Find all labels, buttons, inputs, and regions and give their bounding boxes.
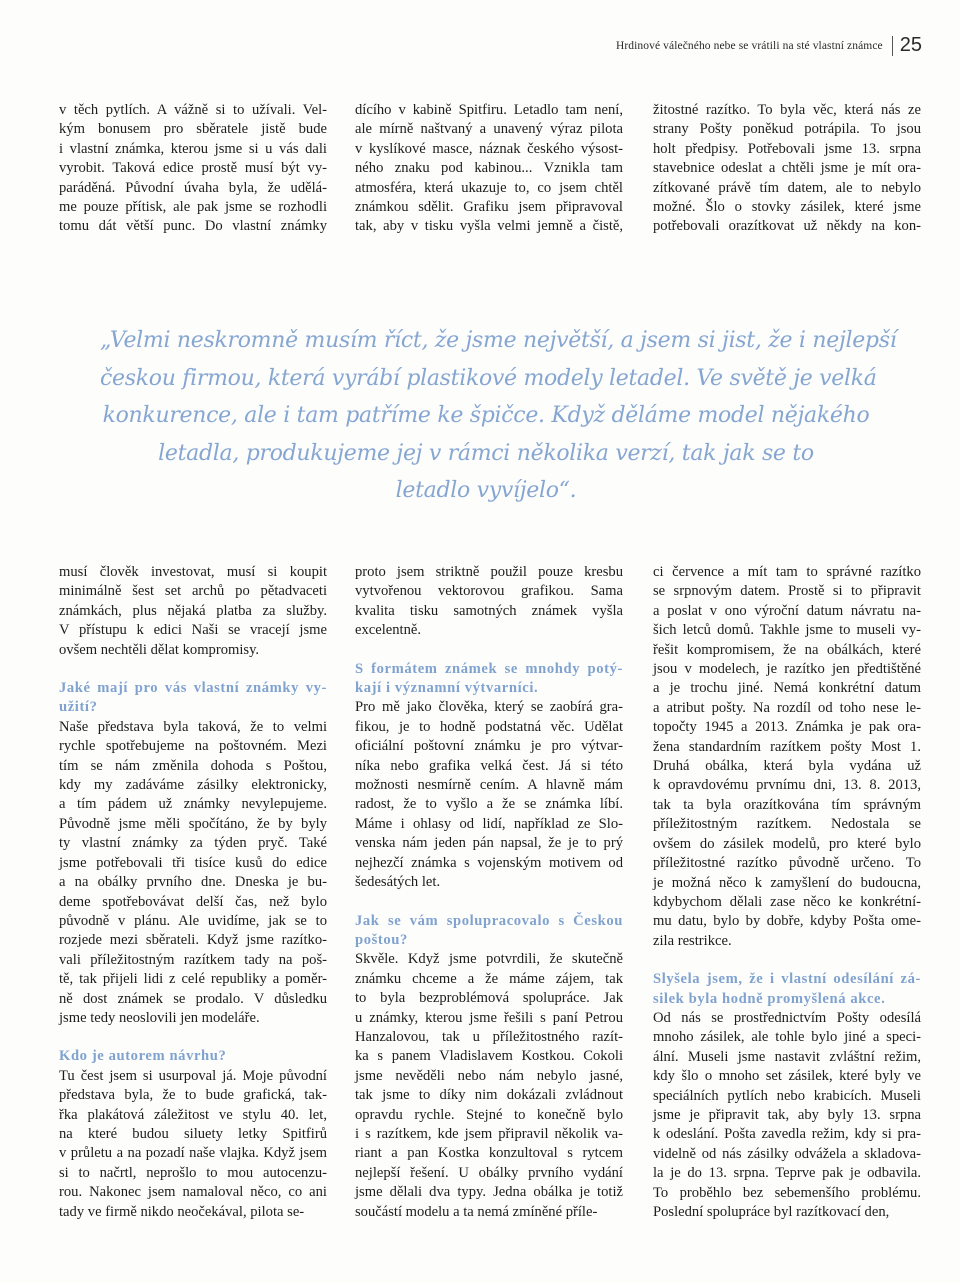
- text-line: kdy šlo o mnoho set zásilek, které byly ve: [653, 1068, 921, 1085]
- section-heading: [59, 1047, 327, 1066]
- text-line: kdy my zadáváme zásilky elektronicky,: [59, 777, 327, 794]
- text-line: původně v plánu. Ale uvidíme, jak se to: [59, 912, 327, 929]
- text-line: ně dost známek se prodalo. V důsledku: [59, 990, 327, 1007]
- text-line: musí člověk investovat, musí si koupit: [59, 564, 327, 580]
- text-line: V přístupu k edici Naši se vracejí jsme: [59, 622, 327, 639]
- heading-line: kají i významní výtvarníci.: [355, 680, 539, 697]
- text-line: nejlepší řešení. U obálky prvního vydání: [355, 1164, 623, 1181]
- section-heading: [59, 679, 327, 718]
- text-line: mu datu, bylo by dobře, kdyby Pošta ome-: [653, 913, 921, 930]
- section-heading: [653, 970, 921, 1009]
- text-line: Od nás se prostřednictvím Pošty odesílá: [653, 1009, 921, 1026]
- heading-line: užití?: [59, 699, 98, 716]
- text-line: ale mírně naštvaný a unavený výraz pilota: [355, 121, 623, 138]
- paragraph: [59, 718, 327, 1029]
- header-divider: [892, 36, 893, 56]
- heading-line: Jak se vám spolupracovalo s Českou: [355, 912, 623, 929]
- text-line: videlně od nás zásilky odvážela a skladova-: [653, 1145, 921, 1162]
- text-line: ka s panem Vladislavem Kostkou. Cokoli: [355, 1048, 623, 1065]
- quote-line: letadla, produkujeme jej v rámci několika verzí, tak jak se to: [158, 440, 814, 466]
- text-line: se srpnovým datem. Prostě si to připravit: [653, 583, 921, 600]
- text-line: Původně jsme měli spočítáno, že by byly: [59, 815, 327, 832]
- paragraph: [355, 563, 623, 641]
- text-line: a poslat v ono výroční datum návratu na-: [653, 602, 921, 619]
- text-line: k opravdovému prvnímu dni, 13. 8. 2013,: [653, 777, 921, 794]
- paragraph: [59, 563, 327, 660]
- bottom-column-2: [355, 563, 623, 1222]
- quote-line: konkurence, ale i tam patříme ke špičce. Když děláme model nějakého: [102, 403, 870, 429]
- text-line: ovšem do zásilek modelů, pro které bylo: [653, 835, 921, 852]
- text-line: ného znaku pod kabinou... Vznikla tam: [355, 160, 623, 177]
- text-line: tady ve firmě nikdo neočekával, pilota se-: [59, 1203, 305, 1220]
- bottom-column-1: [59, 563, 327, 1222]
- text-line: jsme dělali dva typy. Jedna obálka je totiž: [355, 1184, 623, 1201]
- text-line: tomu dát větší punc. Do vlastní známky: [59, 218, 327, 235]
- top-column-1: [59, 101, 327, 237]
- text-line: strany Pošty poněkud potrápila. To jsou: [653, 121, 921, 138]
- text-line: speciálních pytlích nebo krabicích. Museli: [653, 1087, 921, 1104]
- text-line: Skvěle. Když jsme potvrdili, že skutečně: [355, 951, 623, 968]
- text-line: stavebnice odeslat a chtěli jsme je mít ora-: [653, 160, 921, 177]
- quote-line: českou firmou, která vyrábí plastikové modely letadel. Ve světě je velká: [100, 365, 877, 391]
- page-number: 25: [899, 34, 922, 56]
- text-line: oficiální poštovní známku je pro výtvar-: [355, 738, 623, 755]
- quote-line: letadlo vyvíjelo“.: [395, 478, 577, 504]
- text-line: kvalita tisku samotných známek vyšla: [355, 602, 623, 619]
- text-line: jsou v modelech, je razítko jen předtištěné: [653, 661, 921, 678]
- text-line: v kyslíkové masce, náznak českého výsost-: [355, 140, 623, 157]
- pull-quote: [100, 322, 897, 510]
- text-line: známkou sdělit. Grafiku jsem připravoval: [355, 199, 623, 216]
- page-header: [616, 34, 922, 57]
- text-line: tak jsme to díky nim dokázali zvládnout: [355, 1087, 623, 1104]
- text-line: topočty 1945 a 2013. Známka je pak ora-: [653, 719, 921, 736]
- text-line: jsme je připravit tak, aby byly 13. srpna: [653, 1106, 921, 1123]
- text-line: řešit kompromisem, že na obálkách, které: [653, 641, 921, 658]
- text-line: Hanzalovou, tak u příležitostného razít-: [355, 1028, 623, 1045]
- text-line: a atribut pošty. Na rozdíl od toho nese le-: [653, 699, 921, 716]
- heading-line: Slyšela jsem, že i vlastní odesílání zá-: [653, 971, 921, 988]
- text-line: žitostné razítko. To byla věc, která nás ze: [653, 102, 921, 118]
- text-line: vytvořenou vektorovou grafikou. Sama: [355, 583, 623, 600]
- text-line: je možná něco k zamyšlení do budoucna,: [653, 874, 921, 891]
- text-line: to byla bezproblémová spolupráce. Jak: [355, 990, 623, 1007]
- heading-line: poštou?: [355, 931, 408, 948]
- text-line: k odeslání. Pošta zavedla režim, kdy si pra-: [653, 1126, 921, 1143]
- text-line: deme spotřebovávat delší čas, než bylo: [59, 893, 327, 910]
- heading-line: Jaké mají pro vás vlastní známky vy-: [59, 680, 327, 697]
- text-line: vali příležitostným razítkem tady na poš-: [59, 951, 327, 968]
- text-line: kdybychom dělali zase něco ke konkrétní-: [653, 893, 921, 910]
- paragraph: [653, 101, 921, 237]
- text-line: žena standardním razítkem pošty Most 1.: [653, 738, 921, 755]
- text-line: jsme nevěděli nebo nám nebylo jasné,: [355, 1067, 623, 1084]
- running-title: Hrdinové válečného nebe se vrátili na sté vlastní známce: [615, 39, 883, 52]
- text-line: mnoho zásilek, ale tohle bylo jiné a speci-: [653, 1029, 921, 1046]
- text-line: možnosti nesmírně cením. A hlavně mám: [355, 777, 623, 794]
- heading-line: Kdo je autorem návrhu?: [59, 1048, 227, 1065]
- text-line: Naše představa byla taková, že to velmi: [59, 718, 327, 735]
- section-heading: [355, 660, 623, 699]
- text-line: tak, aby v tisku vyšla velmi jemně a čistě,: [355, 218, 623, 235]
- heading-line: S formátem známek se mnohdy potý-: [355, 660, 623, 677]
- text-line: tak ta byla orazítkována tím správným: [653, 796, 921, 813]
- text-line: jsme tedy neoslovili jen modeláře.: [59, 1009, 260, 1026]
- text-line: a je trochu jiné. Nemá konkrétní datum: [653, 680, 921, 697]
- text-line: zila restrikce.: [653, 932, 732, 949]
- text-line: v těch pytlích. A vážně si to užívali. Vel-: [59, 102, 327, 118]
- text-line: Tu čest jsem si usurpoval já. Moje původní: [59, 1067, 327, 1084]
- text-line: a na obálky prvního dne. Dneska je bu-: [59, 874, 327, 891]
- text-line: nejhezčí známka s vojenským motivem od: [355, 854, 623, 871]
- text-line: Druhá obálka, která byla vydána už: [653, 758, 921, 775]
- top-column-2: [355, 101, 623, 237]
- text-line: příležitostným razítkem. Nedostala se: [653, 816, 921, 833]
- text-line: proto jsem striktně použil pouze kresbu: [355, 564, 623, 580]
- text-line: možné. Šlo o stovky zásilek, které jsme: [653, 199, 921, 216]
- text-line: potřebovali orazítkovat už někdy na kon-: [653, 218, 921, 235]
- text-line: i s razítkem, kde jsem připravil několik va-: [355, 1125, 623, 1142]
- text-line: šedesátých let.: [355, 874, 441, 891]
- text-line: ci července a mít tam to správné razítko: [653, 564, 921, 580]
- text-line: tě, tak přijeli lidi z celé republiky a poměr-: [59, 971, 327, 988]
- text-line: rychle spotřebujeme na poštovném. Mezi: [59, 738, 327, 755]
- text-line: představa byla, že to bude grafická, tak-: [59, 1087, 327, 1104]
- text-line: jsme potřebovali tři tisíce kusů do edice: [59, 854, 327, 871]
- paragraph: [355, 101, 623, 237]
- text-line: ty vlastní známky za týden pryč. Také: [59, 835, 327, 852]
- text-line: la je do 13. srpna. Teprve pak je odbavila.: [653, 1165, 921, 1182]
- text-line: níka nebo grafika velká čest. Já si této: [355, 757, 623, 774]
- top-column-3: [653, 101, 921, 237]
- quote-line: „Velmi neskromně musím říct, že jsme největší, a jsem si jist, že i nejlepší: [100, 328, 897, 353]
- text-line: atmosféra, která ukazuje to, co jsem chtěl: [355, 179, 623, 196]
- text-line: minimálně šest set archů po pětadvaceti: [59, 583, 327, 600]
- heading-line: silek byla hodně promyšlená akce.: [653, 990, 886, 1007]
- paragraph: [653, 1009, 921, 1222]
- paragraph: [59, 1067, 327, 1222]
- text-line: u známky, kterou jsme řešili s paní Petrou: [355, 1009, 623, 1026]
- text-line: me pouze přítisk, ale pak jsme se rozhodli: [59, 199, 327, 216]
- text-line: ovšem nechtěli dělat kompromisy.: [59, 641, 260, 658]
- text-line: opravdu rychle. Stejné to konečně bylo: [355, 1106, 623, 1123]
- text-line: známkách, plus nějaká platba za služby.: [59, 602, 327, 619]
- text-line: Pro mě jako člověka, který se zaobírá gra-: [355, 699, 623, 716]
- text-line: zítkované právě tím datem, ale to nebylo: [653, 179, 921, 196]
- paragraph: [355, 698, 623, 892]
- text-line: rou. Nakonec jsem namaloval něco, co ani: [59, 1184, 327, 1201]
- text-line: rozjede mezi sběrateli. Když jsme razítko-: [59, 932, 327, 949]
- text-line: dícího v kabině Spitfiru. Letadlo tam není,: [355, 102, 623, 118]
- text-line: Poslední spolupráce byl razítkovací den,: [653, 1204, 890, 1220]
- text-line: šich letců domů. Takhle jsme to museli vy-: [653, 622, 921, 639]
- paragraph: [355, 950, 623, 1222]
- text-line: radost, že to vyšlo a že se známka líbí.: [355, 796, 623, 813]
- text-line: příležitostné razítko původně určeno. To: [653, 855, 921, 872]
- text-line: tím se nám změnila dohoda s Poštou,: [59, 757, 327, 774]
- text-line: excelentně.: [355, 622, 422, 639]
- text-line: fikou, je to hodně podstatná věc. Udělat: [355, 718, 623, 735]
- text-line: si to načrtl, neprošlo to mou autocenzu-: [59, 1164, 327, 1181]
- text-line: venska nám jeden pán napsal, že je to prý: [355, 835, 623, 852]
- text-line: holt předpisy. Potřebovali jsme 13. srpna: [653, 140, 921, 157]
- text-line: ální. Museli jsme nastavit zvláštní režim,: [653, 1048, 921, 1065]
- text-line: známku chceme a že máme zájem, tak: [355, 970, 623, 987]
- text-line: paráděná. Původní úvaha byla, že udělá-: [59, 179, 327, 196]
- text-line: kým bonusem pro sběratele jistě bude: [59, 121, 327, 138]
- text-line: součástí modelu a ta nemá zmíněné příle-: [355, 1203, 598, 1220]
- paragraph: [59, 101, 327, 237]
- bottom-column-3: [653, 563, 921, 1222]
- text-line: v průletu a na pozadí naše vlajka. Když jsem: [59, 1145, 327, 1162]
- text-line: i vlastní známka, kterou jsme si u vás dali: [59, 140, 327, 157]
- text-line: Máme i ohlasy od lidí, například ze Slo-: [355, 815, 623, 832]
- text-line: na které budou siluety letky Spitfirů: [59, 1125, 327, 1142]
- text-line: riant a pan Kostka konzultoval s rytcem: [355, 1145, 623, 1162]
- text-line: To proběhlo bez sebemenšího problému.: [653, 1184, 921, 1201]
- section-heading: [355, 912, 623, 951]
- text-line: řka plakátová záležitost ve stylu 40. let,: [59, 1106, 327, 1123]
- paragraph: [653, 563, 921, 951]
- text-line: vyrobit. Taková edice prostě musí být vy-: [59, 160, 327, 177]
- text-line: a tím pádem už známky nevylepujeme.: [59, 796, 327, 813]
